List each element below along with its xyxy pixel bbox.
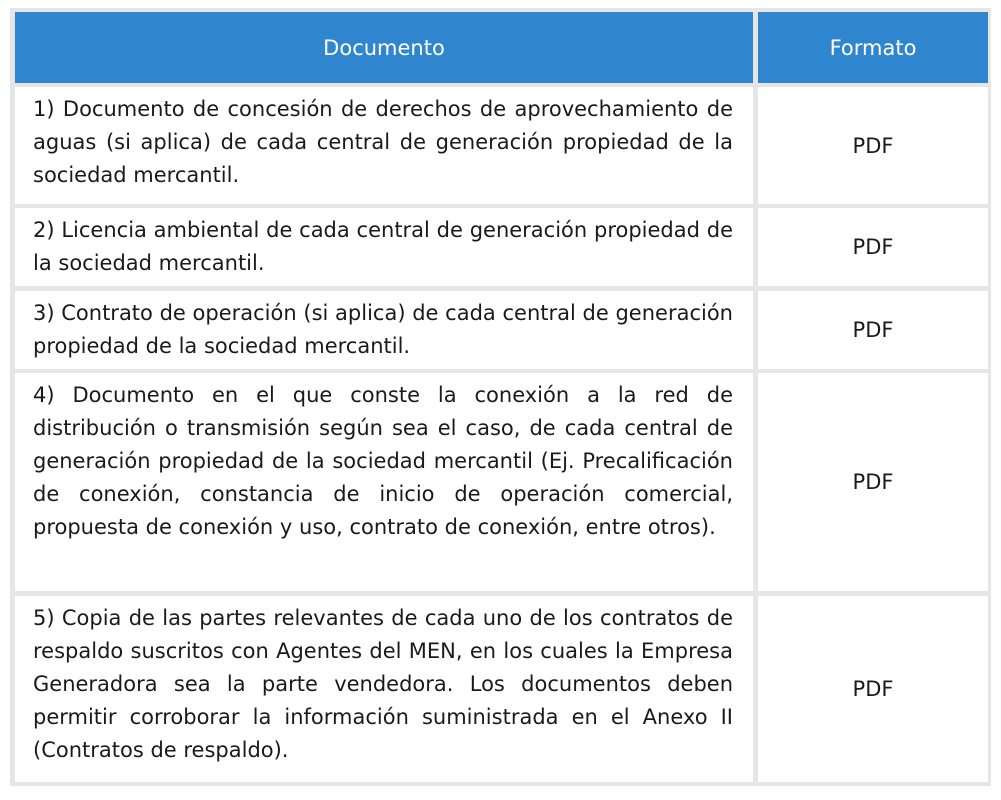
row-5-formato: PDF [758, 596, 988, 782]
row-5-documento: 5) Copia de las partes relevantes de cada uno de los contratos de respaldo suscritos con Agentes del MEN, en los cuales la Empresa Generadora sea la parte vendedora. Los documentos deben permitir corroborar la información suministrada en el Anexo II (Contratos de respaldo). [15, 596, 753, 782]
documents-table [10, 8, 991, 786]
row-3-formato: PDF [758, 291, 988, 369]
header-documento: Documento [15, 12, 753, 83]
row-1-formato: PDF [758, 87, 988, 204]
row-2-documento: 2) Licencia ambiental de cada central de generación propiedad de la sociedad mercantil. [15, 208, 753, 286]
row-3-documento: 3) Contrato de operación (si aplica) de cada central de generación propiedad de la sociedad mercantil. [15, 291, 753, 369]
header-formato: Formato [758, 12, 988, 83]
row-1-documento: 1) Documento de concesión de derechos de aprovechamiento de aguas (si aplica) de cada central de generación propiedad de la sociedad mercantil. [15, 87, 753, 204]
row-4-documento: 4) Documento en el que conste la conexión a la red de distribución o transmisión según sea el caso, de cada central de generación propiedad de la sociedad mercantil (Ej. Precalificación de conexión, constancia de inicio de operación comercial, propuesta de conexión y uso, contrato de conexión, entre otros). [15, 373, 753, 591]
row-2-formato: PDF [758, 208, 988, 286]
row-4-formato: PDF [758, 373, 988, 591]
